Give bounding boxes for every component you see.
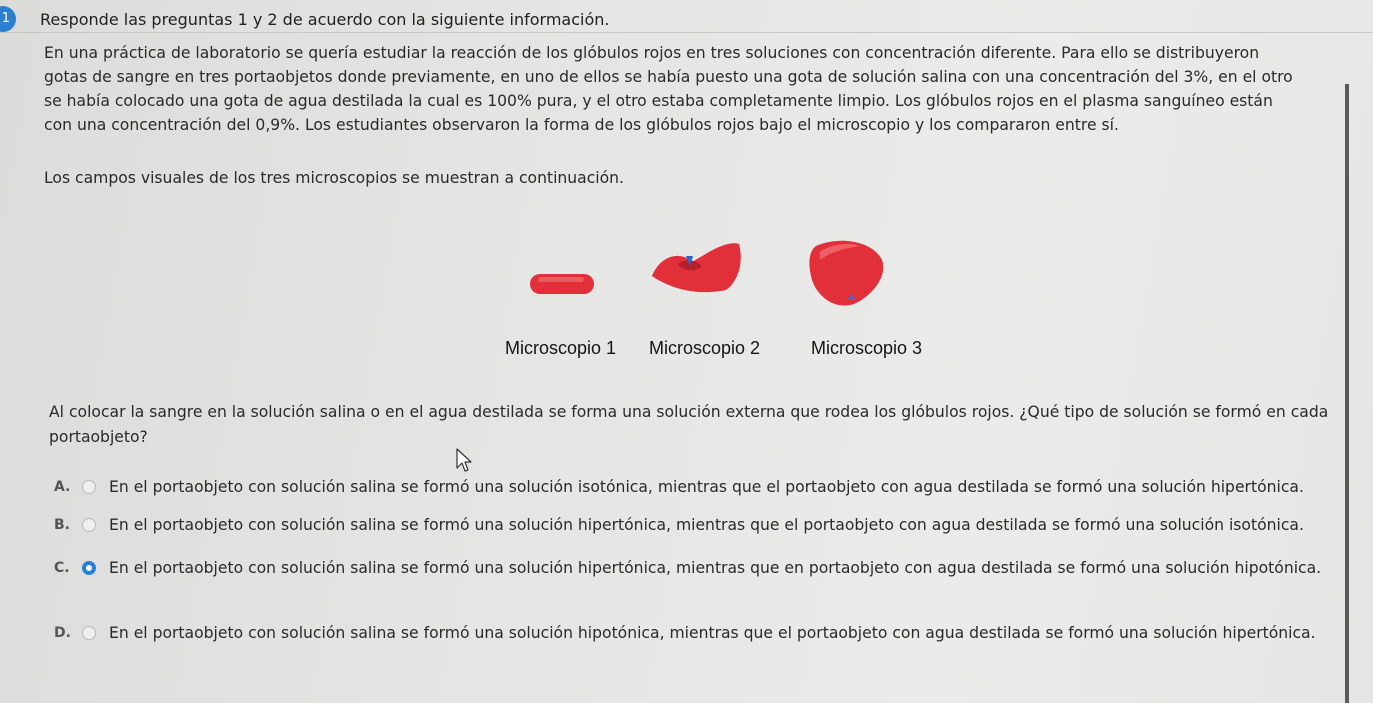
option-letter: D. [54, 625, 71, 641]
intro-line: con una concentración del 0,9%. Los estudiantes observaron la forma de los glóbulos rojos bajo el microscopio y los compararon entre sí. [44, 116, 1119, 134]
page-edge-shadow [1345, 84, 1349, 703]
red-blood-cell-swollen [809, 241, 883, 306]
question-text: Al colocar la sangre en la solución salina o en el agua destilada se forma una solución externa que rodea los glóbulos rojos. ¿Qué tipo de solución se formó en cada portaobjeto? [49, 403, 1329, 446]
microscope-2-label: Microscopio 2 [649, 338, 761, 358]
radio-button-d[interactable] [82, 626, 96, 640]
option-letter: C. [54, 560, 70, 576]
option-letter: B. [54, 517, 70, 533]
mouse-cursor-icon [456, 448, 476, 474]
intro-line: En una práctica de laboratorio se quería estudiar la reacción de los glóbulos rojos en tres soluciones con concentración diferente. Para ello se distribuyeron [44, 44, 1260, 62]
option-letter: A. [54, 479, 71, 495]
intro-paragraph [44, 41, 1344, 137]
option-text: En el portaobjeto con solución salina se formó una solución hipertónica, mientras que el portaobjeto con agua destilada se formó una solución isotónica. [109, 516, 1304, 534]
radio-button-b[interactable] [82, 518, 96, 532]
question-title: Responde las preguntas 1 y 2 de acuerdo con la siguiente información. [40, 10, 610, 29]
option-text: En el portaobjeto con solución salina se formó una solución hipertónica, mientras que en portaobjeto con agua destilada se formó una solución hipotónica. [109, 559, 1322, 577]
microscope-3-label: Microscopio 3 [811, 338, 923, 358]
intro-line: gotas de sangre en tres portaobjetos donde previamente, en uno de ellos se había puesto una gota de solución salina con una concentración del 3%, en el otro [44, 68, 1293, 86]
option-text: En el portaobjeto con solución salina se formó una solución isotónica, mientras que el portaobjeto con agua destilada se formó una solución hipertónica. [109, 478, 1304, 496]
microscope-1-label: Microscopio 1 [505, 338, 617, 358]
radio-button-a[interactable] [82, 480, 96, 494]
microscope-images [520, 232, 900, 317]
intro-line: se había colocado una gota de agua destilada la cual es 100% pura, y el otro estaba completamente limpio. Los glóbulos rojos en el plasma sanguíneo están [44, 92, 1273, 110]
question-header [0, 4, 1373, 33]
option-text: En el portaobjeto con solución salina se formó una solución hipotónica, mientras que el portaobjeto con agua destilada se formó una solución hipertónica. [109, 624, 1316, 642]
question-number-badge: 1 [0, 6, 16, 32]
cell-highlight [538, 277, 584, 282]
radio-button-c[interactable] [82, 561, 96, 575]
visual-fields-text: Los campos visuales de los tres microscopios se muestran a continuación. [44, 169, 625, 187]
